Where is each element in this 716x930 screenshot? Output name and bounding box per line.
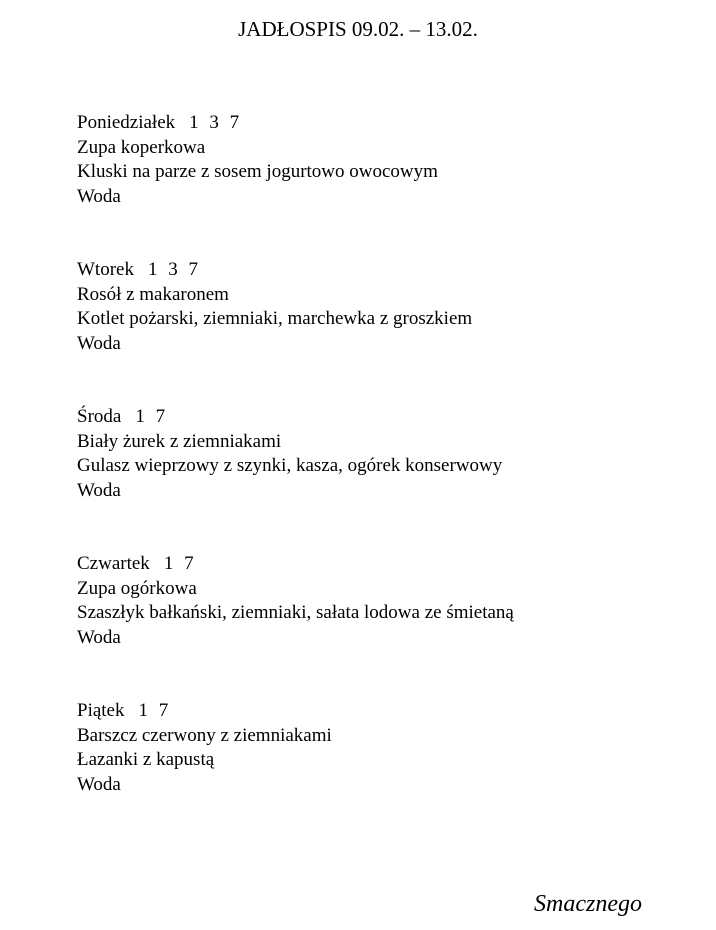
day-friday: [77, 699, 677, 797]
drink-item: Woda: [77, 773, 121, 795]
drink-item: Woda: [77, 332, 121, 354]
main-course-item: Gulasz wieprzowy z szynki, kasza, ogórek konserwowy: [77, 455, 503, 476]
day-name: Czwartek: [77, 553, 150, 574]
allergen-codes: 1 7: [135, 406, 169, 427]
day-name: Poniedziałek: [77, 112, 176, 133]
day-heading: [77, 699, 677, 724]
soup-item: Barszcz czerwony z ziemniakami: [77, 724, 332, 746]
allergen-codes: 1 3 7: [147, 259, 201, 280]
day-tuesday: [77, 258, 677, 356]
soup-item: Biały żurek z ziemniakami: [77, 430, 282, 452]
day-heading: [77, 111, 677, 136]
main-course-item: Szaszłyk bałkański, ziemniaki, sałata lodowa ze śmietaną: [77, 602, 514, 623]
day-monday: [77, 111, 677, 209]
soup-item: Rosół z makaronem: [77, 283, 229, 305]
day-thursday: [77, 552, 677, 650]
soup-item: Zupa ogórkowa: [77, 577, 197, 599]
drink-item: Woda: [77, 185, 121, 207]
allergen-codes: 1 7: [138, 700, 172, 721]
signoff-text: Smacznego: [534, 891, 642, 917]
day-name: Piątek: [77, 700, 125, 721]
main-course-item: Kotlet pożarski, ziemniaki, marchewka z groszkiem: [77, 308, 473, 329]
main-course-item: Kluski na parze z sosem jogurtowo owocowym: [77, 161, 438, 182]
day-heading: [77, 405, 677, 430]
main-course-item: Łazanki z kapustą: [77, 749, 215, 770]
day-name: Środa: [77, 406, 122, 427]
day-name: Wtorek: [77, 259, 134, 280]
day-heading: [77, 258, 677, 283]
drink-item: Woda: [77, 626, 121, 648]
page-title: JADŁOSPIS 09.02. – 13.02.: [238, 17, 478, 41]
allergen-codes: 1 7: [163, 553, 197, 574]
day-wednesday: [77, 405, 677, 503]
day-heading: [77, 552, 677, 577]
weekly-menu: [77, 111, 677, 797]
soup-item: Zupa koperkowa: [77, 136, 206, 158]
allergen-codes: 1 3 7: [189, 112, 243, 133]
drink-item: Woda: [77, 479, 121, 501]
